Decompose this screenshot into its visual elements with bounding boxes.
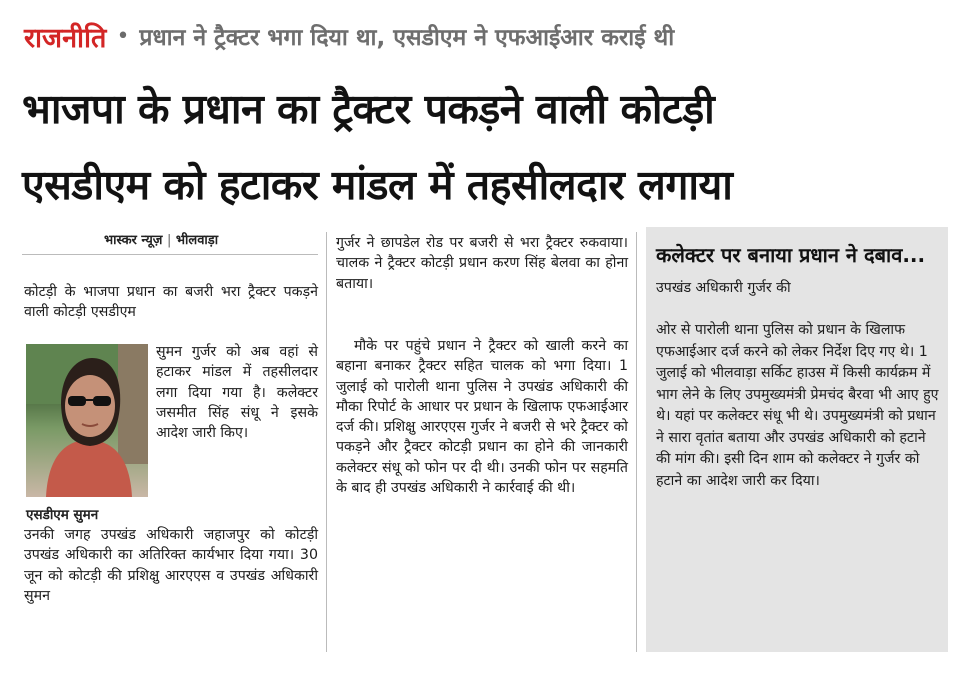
article-col1-rest: उनकी जगह उपखंड अधिकारी जहाजपुर को कोटड़ी उपखंड अधिकारी का अतिरिक्त कार्यभार दिया गया। 30 जून को कोटड़ी की प्रशिक्षु आरएएस व उपखंड अधिकारी सुमन xyxy=(24,527,318,604)
byline-separator: | xyxy=(166,233,172,248)
article-col2-para2: मौके पर पहुंचे प्रधान ने ट्रैक्टर को खाली करने का बहाना बनाकर ट्रैक्टर सहित चालक को भगा दिया। 1 जुलाई को पारोली थाना पुलिस ने उपखंड अधिकारी की मौका रिपोर्ट के आधार पर प्रधान के खिलाफ एफआईआर दर्ज की। प्रशिक्षु आरएएस गुर्जर ने बजरी से भरे ट्रैक्टर को पकड़ने और ट्रैक्टर कोटड़ी प्रधान का होने की जानकारी कलेक्टर संधू को फोन पर दी थी। उनकी फोन पर सहमति के बाद ही उपखंड अधिकारी ने कार्रवाई की थी। xyxy=(336,338,628,497)
sdm-photo xyxy=(26,344,148,497)
sidebar-heading xyxy=(656,240,936,303)
section-kicker: राजनीति xyxy=(24,22,107,54)
subheadline: प्रधान ने ट्रैक्टर भगा दिया था, एसडीएम ने एफआईआर कराई थी xyxy=(139,25,675,51)
byline-source: भास्कर न्यूज़ xyxy=(104,233,163,248)
article-col1-wrap: सुमन गुर्जर को अब वहां से हटाकर मांडल में तहसीलदार लगा दिया गया है। कलेक्टर जसमीत सिंह संधू ने इसके आदेश जारी किए। xyxy=(156,344,318,442)
byline xyxy=(104,230,218,248)
column-divider-2 xyxy=(636,232,637,652)
byline-divider xyxy=(22,254,318,255)
sidebar-body: ओर से पारोली थाना पुलिस को प्रधान के खिलाफ एफआईआर दर्ज करने को लेकर निर्देश दिए गए थे। 1 जुलाई को भीलवाड़ा सर्किट हाउस में किसी कार्यक्रम में भाग लेने के लिए उपमुख्यमंत्री प्रेमचंद बैरवा भी आए हुए थे। यहां पर कलेक्टर संधू भी थे। उपमुख्यमंत्री को प्रधान ने सारा वृतांत बताया और उपखंड अधिकारी को हटाने की मांग की। इसी दिन शाम को कलेक्टर ने गुर्जर को हटाने का आदेश जारी कर दिया। xyxy=(656,322,939,489)
byline-place: भीलवाड़ा xyxy=(175,233,219,248)
headline-line-1: भाजपा के प्रधान का ट्रैक्टर पकड़ने वाली कोटड़ी xyxy=(22,85,715,133)
person-portrait-icon xyxy=(26,344,148,497)
kicker-row xyxy=(24,16,674,56)
kicker-bullet: • xyxy=(116,23,130,49)
article-col2-para1: गुर्जर ने छापडेल रोड पर बजरी से भरा ट्रैक्टर रुकवाया। चालक ने ट्रैक्टर कोटड़ी प्रधान करण सिंह बेलवा का होना बताया। xyxy=(336,235,628,292)
sidebar-lead: उपखंड अधिकारी गुर्जर की xyxy=(656,280,791,296)
article-col1-intro: कोटड़ी के भाजपा प्रधान का बजरी भरा ट्रैक्टर पकड़ने वाली कोटड़ी एसडीएम xyxy=(24,284,318,321)
photo-caption: एसडीएम सुमन xyxy=(26,507,99,523)
column-divider-1 xyxy=(326,232,327,652)
sidebar-title: कलेक्टर पर बनाया प्रधान ने दबाव... xyxy=(656,243,926,267)
headline-line-2: एसडीएम को हटाकर मांडल में तहसीलदार लगाया xyxy=(22,161,733,209)
